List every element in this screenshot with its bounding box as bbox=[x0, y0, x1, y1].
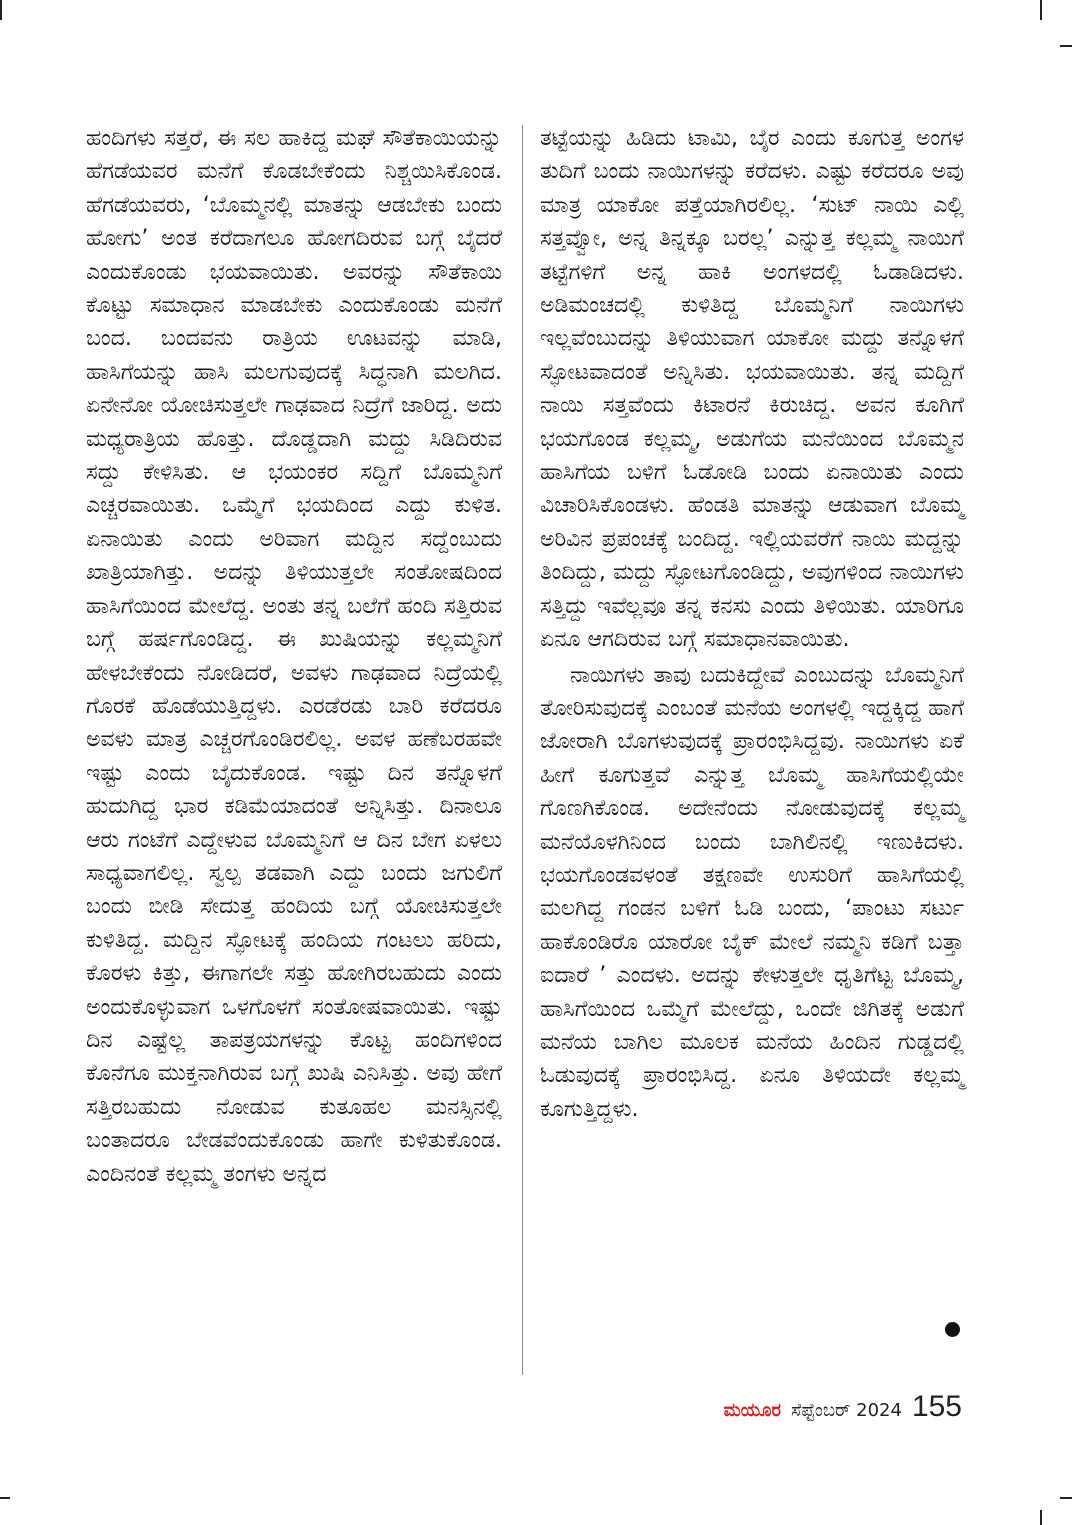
magazine-logo: ಮಯೂರ bbox=[723, 1400, 782, 1421]
crop-mark-top-right bbox=[1040, 0, 1042, 20]
page-number: 155 bbox=[911, 1390, 962, 1423]
article-column-right bbox=[540, 122, 964, 1126]
crop-mark-right-bottom bbox=[1060, 1497, 1072, 1499]
article-column-left bbox=[86, 122, 502, 1191]
crop-mark-bottom-left bbox=[0, 1497, 10, 1499]
crop-mark-bottom-right bbox=[1040, 1510, 1042, 1525]
crop-mark-right-top bbox=[1060, 45, 1072, 47]
article-paragraph: ನಾಯಿಗಳು ತಾವು ಬದುಕಿದ್ದೇವೆ ಎಂಬುದನ್ನು ಬೊಮ್ಮನಿಗೆ ತೋರಿಸುವುದಕ್ಕೆ ಎಂಬಂತೆ ಮನೆಯ ಅಂಗಳಲ್ಲಿ ಇದ್ದಕ್ಕಿದ್ದ ಹಾಗೆ ಜೋರಾಗಿ ಬೊಗಳುವುದಕ್ಕೆ ಪ್ರಾರಂಭಿಸಿದ್ದವು. ನಾಯಿಗಳು ಏಕೆ ಹೀಗೆ ಕೂಗುತ್ತವೆ ಎನ್ನುತ್ತ ಬೊಮ್ಮ ಹಾಸಿಗೆಯಲ್ಲಿಯೇ ಗೊಣಗಿಕೊಂಡ. ಅದೇನೆಂದು ನೋಡುವುದಕ್ಕೆ ಕಲ್ಲಮ್ಮ ಮನೆಯೊಳಗಿನಿಂದ ಬಂದು ಬಾಗಿಲಿನಲ್ಲಿ ಇಣುಕಿದಳು. ಭಯಗೊಂಡವಳಂತೆ ತಕ್ಷಣವೇ ಉಸುರಿಗೆ ಹಾಸಿಗೆಯಲ್ಲಿ ಮಲಗಿದ್ದ ಗಂಡನ ಬಳಿಗೆ ಓಡಿ ಬಂದು, ‘ಪಾಂಟು ಸರ್ಟು ಹಾಕೊಂಡಿರೊ ಯಾರೋ ಬೈಕ್ ಮೇಲೆ ನಮ್ಮನಿ ಕಡಿಗೆ ಬತ್ತಾ ಐದಾರೆ ’ ಎಂದಳು. ಅದನ್ನು ಕೇಳುತ್ತಲೇ ಧೃತಿಗೆಟ್ಟ ಬೊಮ್ಮ, ಹಾಸಿಗೆಯಿಂದ ಒಮ್ಮೆಗೆ ಮೇಲೆದ್ದು, ಒಂದೇ ಜಿಗಿತಕ್ಕೆ ಅಡುಗೆ ಮನೆಯ ಬಾಗಿಲ ಮೂಲಕ ಮನೆಯ ಹಿಂದಿನ ಗುಡ್ಡದಲ್ಲಿ ಓಡುವುದಕ್ಕೆ ಪ್ರಾರಂಭಿಸಿದ್ದ. ಏನೂ ತಿಳಿಯದೇ ಕಲ್ಲಮ್ಮ ಕೂಗುತ್ತಿದ್ದಳು. bbox=[540, 662, 964, 1122]
page-footer bbox=[724, 1390, 962, 1424]
article-paragraph: ಹಂದಿಗಳು ಸತ್ತರೆ, ಈ ಸಲ ಹಾಕಿದ್ದ ಮಘೆ ಸೌತೆಕಾಯಿಯನ್ನು ಹೆಗಡೆಯವರ ಮನೆಗೆ ಕೊಡಬೇಕೆಂದು ನಿಶ್ಚಯಿಸಿಕೊಂಡ. ಹೆಗಡೆಯವರು, ‘ಬೊಮ್ಮನಲ್ಲಿ ಮಾತನ್ನು ಆಡಬೇಕು ಬಂದು ಹೋಗು’ ಅಂತ ಕರೆದಾಗಲೂ ಹೋಗದಿರುವ ಬಗ್ಗೆ ಬೈದರೆ ಎಂದುಕೊಂಡು ಭಯವಾಯಿತು. ಅವರನ್ನು ಸೌತೆಕಾಯಿ ಕೊಟ್ಟು ಸಮಾಧಾನ ಮಾಡಬೇಕು ಎಂದುಕೊಂಡು ಮನೆಗೆ ಬಂದ. ಬಂದವನು ರಾತ್ರಿಯ ಊಟವನ್ನು ಮಾಡಿ, ಹಾಸಿಗೆಯನ್ನು ಹಾಸಿ ಮಲಗುವುದಕ್ಕೆ ಸಿದ್ಧನಾಗಿ ಮಲಗಿದ. ಏನೇನೋ ಯೋಚಿಸುತ್ತಲೇ ಗಾಢವಾದ ನಿದ್ರೆಗೆ ಜಾರಿದ್ದ. ಅದು ಮಧ್ಯರಾತ್ರಿಯ ಹೊತ್ತು. ದೊಡ್ಡದಾಗಿ ಮದ್ದು ಸಿಡಿದಿರುವ ಸದ್ದು ಕೇಳಿಸಿತು. ಆ ಭಯಂಕರ ಸದ್ದಿಗೆ ಬೊಮ್ಮನಿಗೆ ಎಚ್ಚರವಾಯಿತು. ಒಮ್ಮೆಗೆ ಭಯದಿಂದ ಎದ್ದು ಕುಳಿತ. ಏನಾಯಿತು ಎಂದು ಅರಿವಾಗ ಮದ್ದಿನ ಸದ್ದೆಂಬುದು ಖಾತ್ರಿಯಾಗಿತ್ತು. ಅದನ್ನು ತಿಳಿಯುತ್ತಲೇ ಸಂತೋಷದಿಂದ ಹಾಸಿಗೆಯಿಂದ ಮೇಲೆದ್ದ. ಅಂತು ತನ್ನ ಬಲೆಗೆ ಹಂದಿ ಸತ್ತಿರುವ ಬಗ್ಗೆ ಹರ್ಷಗೊಂಡಿದ್ದ. ಈ ಖುಷಿಯನ್ನು ಕಲ್ಲಮ್ಮನಿಗೆ ಹೇಳಬೇಕೆಂದು ನೋಡಿದರೆ, ಅವಳು ಗಾಢವಾದ ನಿದ್ರೆಯಲ್ಲಿ ಗೊರಕೆ ಹೊಡೆಯುತ್ತಿದ್ದಳು. ಎರಡೆರಡು ಬಾರಿ ಕರೆದರೂ ಅವಳು ಮಾತ್ರ ಎಚ್ಚರಗೊಂಡಿರಲಿಲ್ಲ. ಅವಳ ಹಣೆಬರಹವೇ ಇಷ್ಟು ಎಂದು ಬೈದುಕೊಂಡ. ಇಷ್ಟು ದಿನ ತನ್ನೊಳಗೆ ಹುದುಗಿದ್ದ ಭಾರ ಕಡಿಮೆಯಾದಂತೆ ಅನ್ನಿಸಿತ್ತು. ದಿನಾಲೂ ಆರು ಗಂಟೆಗೆ ಎದ್ದೇಳುವ ಬೊಮ್ಮನಿಗೆ ಆ ದಿನ ಬೇಗ ಏಳಲು ಸಾಧ್ಯವಾಗಲಿಲ್ಲ. ಸ್ವಲ್ಪ ತಡವಾಗಿ ಎದ್ದು ಬಂದು ಜಗುಲಿಗೆ ಬಂದು ಬೀಡಿ ಸೇದುತ್ತ ಹಂದಿಯ ಬಗ್ಗೆ ಯೋಚಿಸುತ್ತಲೇ ಕುಳಿತಿದ್ದ. ಮದ್ದಿನ ಸ್ಫೋಟಕ್ಕೆ ಹಂದಿಯ ಗಂಟಲು ಹರಿದು, ಕೊರಳು ಕಿತ್ತು, ಈಗಾಗಲೇ ಸತ್ತು ಹೋಗಿರಬಹುದು ಎಂದು ಅಂದುಕೊಳ್ಳುವಾಗ ಒಳಗೊಳಗೆ ಸಂತೋಷವಾಯಿತು. ಇಷ್ಟು ದಿನ ಎಷ್ಟೆಲ್ಲ ತಾಪತ್ರಯಗಳನ್ನು ಕೊಟ್ಟ ಹಂದಿಗಳಿಂದ ಕೊನೆಗೂ ಮುಕ್ತನಾಗಿರುವ ಬಗ್ಗೆ ಖುಷಿ ಎನಿಸಿತ್ತು. ಅವು ಹೇಗೆ ಸತ್ತಿರಬಹುದು ನೋಡುವ ಕುತೂಹಲ ಮನಸ್ಸಿನಲ್ಲಿ ಬಂತಾದರೂ ಬೇಡವೆಂದುಕೊಂಡು ಹಾಗೇ ಕುಳಿತುಕೊಂಡ. ಎಂದಿನಂತೆ ಕಲ್ಲಮ್ಮ ತಂಗಳು ಅನ್ನದ bbox=[86, 126, 502, 1187]
article-paragraph: ತಟ್ಟೆಯನ್ನು ಹಿಡಿದು ಟಾಮಿ, ಬೈರ ಎಂದು ಕೂಗುತ್ತ ಅಂಗಳ ತುದಿಗೆ ಬಂದು ನಾಯಿಗಳನ್ನು ಕರೆದಳು. ಎಷ್ಟು ಕರೆದರೂ ಅವು ಮಾತ್ರ ಯಾಕೋ ಪತ್ತೆಯಾಗಿರಲಿಲ್ಲ. ‘ಸುಟ್ ನಾಯಿ ಎಲ್ಲಿ ಸತ್ತವ್ವೋ, ಅನ್ನ ತಿನ್ನಕ್ಕೂ ಬರಲ್ಲ’ ಎನ್ನುತ್ತ ಕಲ್ಲಮ್ಮ ನಾಯಿಗೆ ತಟ್ಟೆಗಳಿಗೆ ಅನ್ನ ಹಾಕಿ ಅಂಗಳದಲ್ಲಿ ಓಡಾಡಿದಳು. ಅಡಿಮಂಚದಲ್ಲಿ ಕುಳಿತಿದ್ದ ಬೊಮ್ಮನಿಗೆ ನಾಯಿಗಳು ಇಲ್ಲವೆಂಬುದನ್ನು ತಿಳಿಯುವಾಗ ಯಾಕೋ ಮದ್ದು ತನ್ನೊಳಗೆ ಸ್ಫೋಟವಾದಂತೆ ಅನ್ನಿಸಿತು. ಭಯವಾಯಿತು. ತನ್ನ ಮದ್ದಿಗೆ ನಾಯಿ ಸತ್ತವೆಂದು ಕಿಟಾರನೆ ಕಿರುಚಿದ್ದ. ಅವನ ಕೂಗಿಗೆ ಭಯಗೊಂಡ ಕಲ್ಲಮ್ಮ, ಅಡುಗೆಯ ಮನೆಯಿಂದ ಬೊಮ್ಮನ ಹಾಸಿಗೆಯ ಬಳಿಗೆ ಓಡೋಡಿ ಬಂದು ಏನಾಯಿತು ಎಂದು ವಿಚಾರಿಸಿಕೊಂಡಳು. ಹೆಂಡತಿ ಮಾತನ್ನು ಆಡುವಾಗ ಬೊಮ್ಮ ಅರಿವಿನ ಪ್ರಪಂಚಕ್ಕೆ ಬಂದಿದ್ದ. ಇಲ್ಲಿಯವರೆಗೆ ನಾಯಿ ಮದ್ದನ್ನು ತಿಂದಿದ್ದು, ಮದ್ದು ಸ್ಫೋಟಗೊಂಡಿದ್ದು, ಅವುಗಳಿಂದ ನಾಯಿಗಳು ಸತ್ತಿದ್ದು ಇವೆಲ್ಲವೂ ತನ್ನ ಕನಸು ಎಂದು ತಿಳಿಯಿತು. ಯಾರಿಗೂ ಏನೂ ಆಗದಿರುವ ಬಗ್ಗೆ ಸಮಾಧಾನವಾಯಿತು. bbox=[540, 126, 964, 653]
issue-date: ಸೆಪ್ಟೆಂಬರ್ 2024 bbox=[791, 1400, 902, 1421]
column-divider bbox=[522, 125, 523, 1375]
article-end-bullet-icon bbox=[945, 1322, 960, 1337]
crop-mark-top-left bbox=[0, 0, 2, 20]
